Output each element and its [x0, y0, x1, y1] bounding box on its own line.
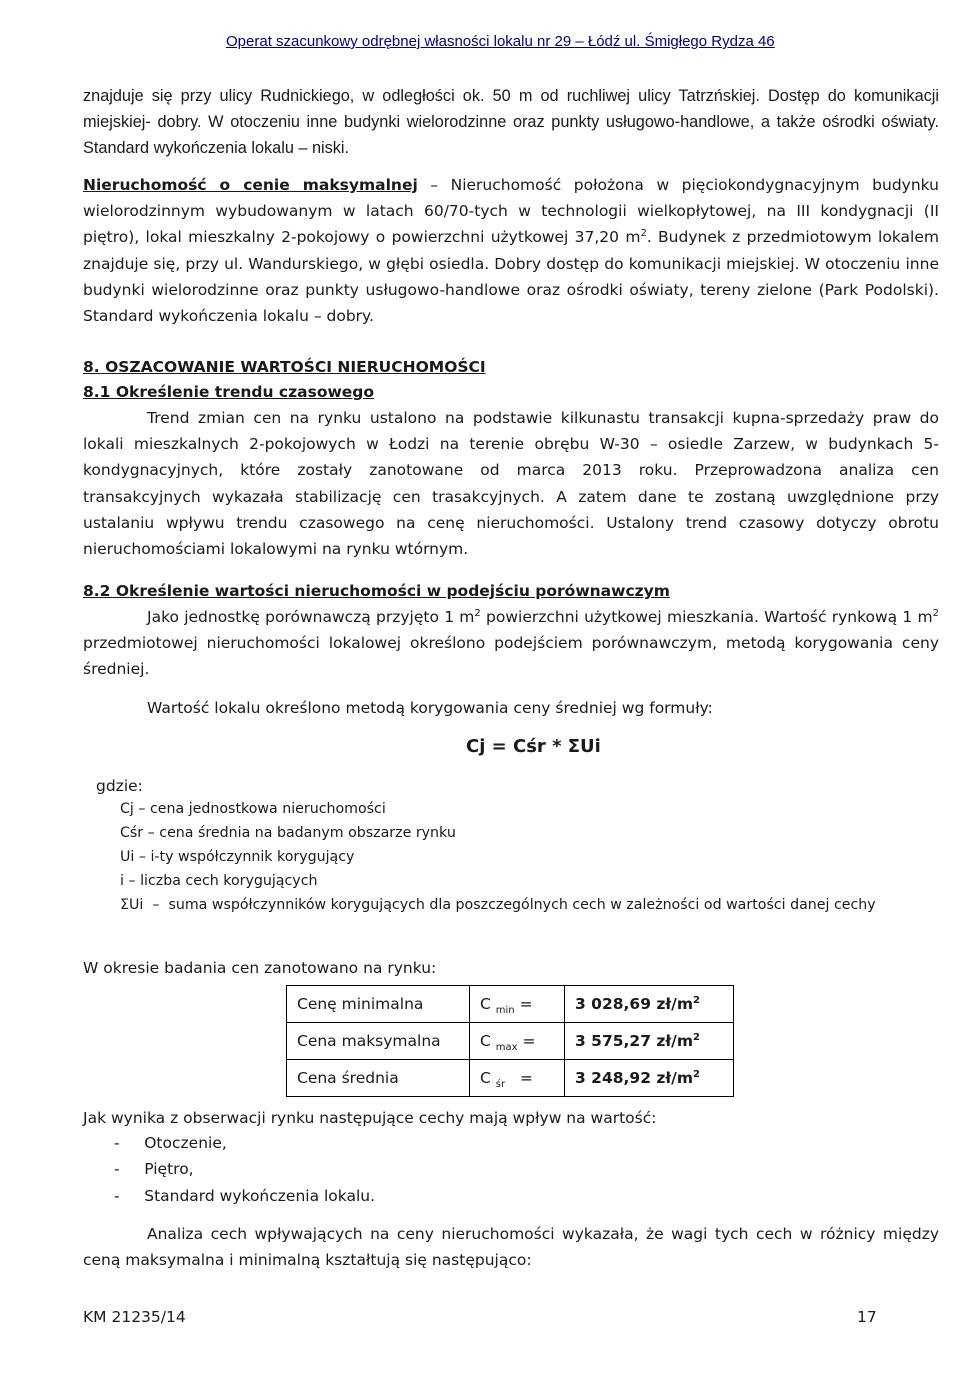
section-8-heading: 8. OSZACOWANIE WARTOŚCI NIERUCHOMOŚCI — [83, 358, 486, 376]
max-price-text: – Nieruchomość położona w pięciokondygnacyjnym budynku wielorodzinnym wybudowanym w latach 60/70-tych w technologii wielkopłytowej, na III kondygnacji (II piętro), lokal mieszkalny 2-pokojowy o powierzchni użytkowej 37,20 m — [83, 176, 939, 247]
definition-text: i-ty współczynnik korygujący — [150, 849, 355, 865]
section-8-2-heading: 8.2 Określenie wartości nieruchomości w podejściu porównawczym — [83, 582, 670, 600]
price-value: 3 028,69 $zł/m^2$ — [565, 986, 734, 1023]
formula-intro: Wartość lokalu określono metodą korygowania ceny średniej wg formuły: — [147, 699, 713, 717]
paragraph-min-price-property: znajduje się przy ulicy Rudnickiego, w odległości ok. 50 m od ruchliwej ulicy Tatrzńskiej. Dostęp do komunikacji miejskiej- dobry. W otoczeniu inne budynki wielorodzinne oraz punkty usługowo-handlowe, a także ośrodki oświaty. Standard wykończenia lokalu – niski. — [83, 87, 939, 158]
price-label: Cena średnia — [287, 1060, 470, 1097]
max-price-sup: 2 — [640, 228, 647, 240]
definition-symbol: Cj — [120, 801, 134, 817]
price-table — [286, 985, 734, 1097]
where-label: gdzie: — [96, 777, 143, 795]
s82-sup-b: 2 — [932, 608, 939, 619]
features-list — [114, 1130, 375, 1209]
price-value: 3 248,92 $zł/m^2$ — [565, 1060, 734, 1097]
list-item: - Otoczenie, — [114, 1134, 227, 1152]
table-row — [287, 1023, 734, 1060]
paragraph-max-price-property — [83, 172, 939, 329]
list-item: - Piętro, — [114, 1160, 194, 1179]
definition-text: suma współczynników korygujących dla poszczególnych cech w zależności od wartości danej cechy — [168, 897, 876, 913]
definition-text: liczba cech korygujących — [140, 873, 318, 889]
definition-dash: – — [152, 897, 160, 913]
table-row — [287, 1060, 734, 1097]
definition-row — [120, 821, 456, 845]
definition-symbol: Ui — [120, 849, 135, 865]
section-8-2-text — [83, 604, 939, 683]
definition-symbol: Cśr — [120, 825, 144, 841]
max-price-heading: Nieruchomość o cenie maksymalnej — [83, 176, 418, 194]
price-variable: C $_{śr}$ = — [470, 1060, 565, 1097]
definition-symbol: ΣUi — [120, 897, 144, 913]
price-variable: C $_{min}$ = — [470, 986, 565, 1023]
s82-text-b: powierzchni użytkowej mieszkania. Wartość rynkową 1 m — [480, 608, 933, 626]
definition-row — [120, 893, 920, 917]
definition-row — [120, 845, 354, 869]
page-header: Operat szacunkowy odrębnej własności lokalu nr 29 – Łódź ul. Śmigłego Rydza 46 — [226, 33, 775, 50]
definition-dash: – — [138, 849, 146, 865]
section-8-1-text: Trend zmian cen na rynku ustalono na podstawie kilkunastu transakcji kupna-sprzedaży praw do lokali mieszkalnych 2-pokojowych w Łodzi na terenie obrębu W-30 – osiedle Zarzew, w budynkach 5-kondygnacyjnych, które zostały zanotowane od marca 2013 roku. Przeprowadzona analiza cen transakcyjnych wykazała stabilizację cen trasakcyjnych. A zatem dane te zostaną uwzględnione przy ustalaniu wpływu trendu czasowego na cenę nieruchomości. Ustalony trend czasowy dotyczy obrotu nieruchomościami lokalowymi na rynku wtórnym. — [83, 409, 939, 559]
definition-dash: – — [147, 825, 155, 841]
s82-text-c: przedmiotowej nieruchomości lokalowej określono podejściem porównawczym, metodą korygowania ceny średniej. — [83, 634, 939, 679]
definition-dash: – — [138, 801, 146, 817]
definition-symbol: i — [120, 873, 124, 889]
definition-text: cena jednostkowa nieruchomości — [149, 801, 386, 817]
list-item: - Standard wykończenia lokalu. — [114, 1186, 376, 1205]
section-8-1-heading: 8.1 Określenie trendu czasowego — [83, 383, 375, 401]
features-intro: Jak wynika z obserwacji rynku następujące cechy mają wpływ na wartość: — [83, 1109, 657, 1127]
page-number: 17 — [857, 1308, 877, 1326]
market-intro: W okresie badania cen zanotowano na rynku: — [83, 959, 437, 977]
analysis-paragraph: Analiza cech wpływających na ceny nieruchomości wykazała, że wagi tych cech w różnicy między ceną maksymalna i minimalną kształtują się następująco: — [83, 1225, 939, 1270]
price-variable: C $_{max}$ = — [470, 1023, 565, 1060]
price-value: 3 575,27 $zł/m^2$ — [565, 1023, 734, 1060]
s82-text-a: Jako jednostkę porównawczą przyjęto 1 m — [147, 608, 475, 626]
formula: Cj = Cśr * ΣUi — [466, 736, 601, 757]
definition-text: cena średnia na badanym obszarze rynku — [159, 825, 456, 841]
table-row — [287, 986, 734, 1023]
price-label: Cenę minimalna — [287, 986, 470, 1023]
definition-row — [120, 869, 318, 893]
footer-doc-number: KM 21235/14 — [83, 1308, 186, 1326]
price-label: Cena maksymalna — [287, 1023, 470, 1060]
definition-dash: – — [128, 873, 136, 889]
definition-row — [120, 797, 386, 821]
max-price-text-cont: . Budynek z przedmiotowym lokalem znajduje się, przy ul. Wandurskiego, w głębi osiedla. Dobry dostęp do komunikacji miejskiej. W otoczeniu inne budynki wielorodzinne oraz punkty usługowo-handlowe oraz ośrodki oświaty, tereny zielone (Park Podolski). Standard wykończenia lokalu – dobry. — [83, 228, 939, 326]
s82-sup-a: 2 — [474, 608, 481, 619]
